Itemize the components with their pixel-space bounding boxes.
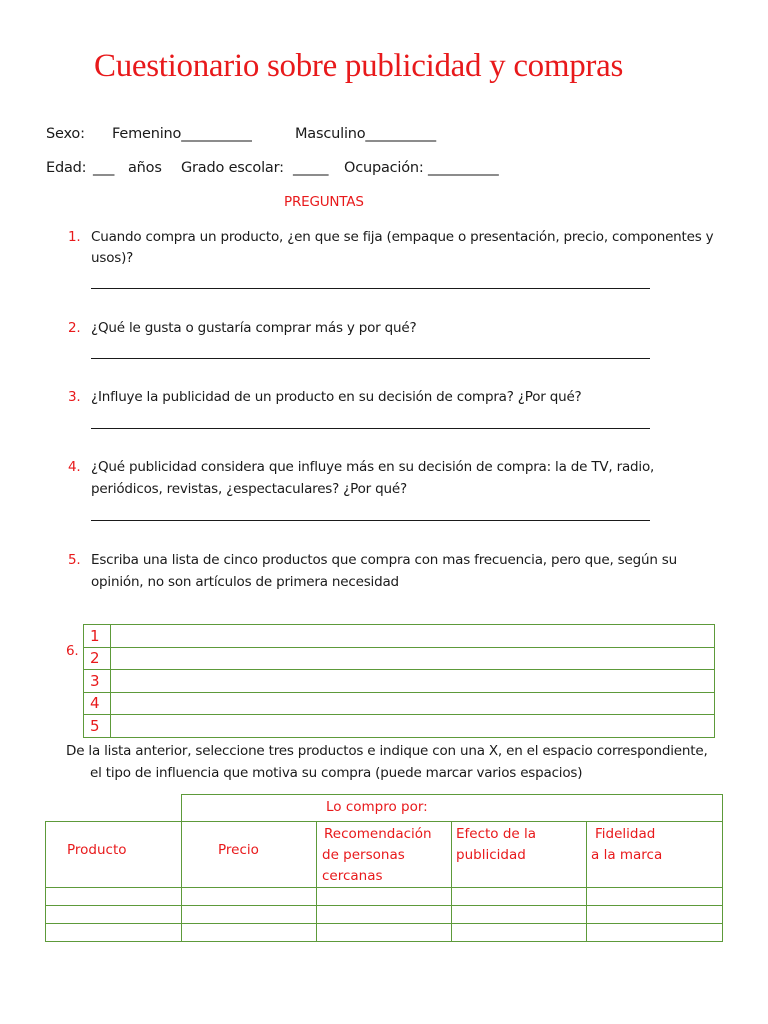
header-line: Fidelidad <box>595 826 656 842</box>
header-line: cercanas <box>322 868 383 884</box>
table-cell[interactable] <box>46 888 182 906</box>
table-header-row <box>46 822 723 888</box>
edad-label: Edad: <box>46 160 87 176</box>
masculino-field[interactable]: Masculino__________ <box>295 126 436 142</box>
column-header-producto: Producto <box>46 822 182 888</box>
table-row <box>46 888 723 906</box>
table-cell[interactable] <box>587 888 723 906</box>
table-cell[interactable] <box>452 906 587 924</box>
header-line: de personas <box>322 847 405 863</box>
femenino-field[interactable]: Femenino__________ <box>112 126 252 142</box>
empty-corner-cell <box>46 795 182 822</box>
table-cell[interactable] <box>587 906 723 924</box>
grado-label: Grado escolar: <box>181 160 284 176</box>
row-number: 4 <box>84 692 111 715</box>
table-row <box>84 715 715 738</box>
question-number: 5. <box>68 552 81 568</box>
instruction-text: el tipo de influencia que motiva su compra (puede marcar varios espacios) <box>90 765 583 781</box>
influence-table <box>45 794 723 942</box>
question-text: ¿Qué publicidad considera que influye más en su decisión de compra: la de TV, radio, <box>91 459 655 475</box>
ocupacion-label: Ocupación: <box>344 160 424 176</box>
table-cell[interactable] <box>452 924 587 942</box>
column-header-efecto <box>452 822 587 888</box>
column-header-fidelidad <box>587 822 723 888</box>
row-number: 1 <box>84 625 111 648</box>
column-header-precio: Precio <box>182 822 317 888</box>
table-row <box>84 647 715 670</box>
product-entry-cell[interactable] <box>111 647 715 670</box>
question-text: usos)? <box>91 250 134 266</box>
instruction-text: De la lista anterior, seleccione tres productos e indique con una X, en el espacio correspondiente, <box>66 743 708 759</box>
table-row <box>84 625 715 648</box>
table-cell[interactable] <box>182 924 317 942</box>
table-row <box>84 670 715 693</box>
header-line: Recomendación <box>324 826 432 842</box>
question-text: periódicos, revistas, ¿espectaculares? ¿Por qué? <box>91 481 407 497</box>
product-entry-cell[interactable] <box>111 670 715 693</box>
question-text: ¿Influye la publicidad de un producto en su decisión de compra? ¿Por qué? <box>91 389 582 405</box>
header-line: publicidad <box>456 847 526 863</box>
question-text: Cuando compra un producto, ¿en que se fija (empaque o presentación, precio, componentes y <box>91 229 714 245</box>
row-number: 3 <box>84 670 111 693</box>
question-text: opinión, no son artículos de primera necesidad <box>91 574 399 590</box>
table-cell[interactable] <box>182 906 317 924</box>
table-cell[interactable] <box>46 924 182 942</box>
question-number: 6. <box>66 643 79 659</box>
table-cell[interactable] <box>182 888 317 906</box>
answer-line[interactable] <box>91 358 650 359</box>
header-line: Efecto de la <box>456 826 537 842</box>
question-text: ¿Qué le gusta o gustaría comprar más y por qué? <box>91 320 417 336</box>
table-row <box>46 906 723 924</box>
row-number: 5 <box>84 715 111 738</box>
table-cell[interactable] <box>317 924 452 942</box>
answer-line[interactable] <box>91 520 650 521</box>
product-list-table <box>83 624 715 738</box>
table-cell[interactable] <box>46 906 182 924</box>
table-cell[interactable] <box>452 888 587 906</box>
product-entry-cell[interactable] <box>111 692 715 715</box>
question-number: 2. <box>68 320 81 336</box>
question-number: 3. <box>68 389 81 405</box>
sexo-label: Sexo: <box>46 126 85 142</box>
grado-field[interactable]: _____ <box>293 160 329 176</box>
row-number: 2 <box>84 647 111 670</box>
table-cell[interactable] <box>317 906 452 924</box>
column-header-recomendacion <box>317 822 452 888</box>
page-title: Cuestionario sobre publicidad y compras <box>94 48 624 84</box>
edad-field[interactable]: ___ <box>93 160 115 176</box>
table-row <box>46 795 723 822</box>
product-entry-cell[interactable] <box>111 715 715 738</box>
preguntas-heading: PREGUNTAS <box>284 194 364 210</box>
answer-line[interactable] <box>91 428 650 429</box>
answer-line[interactable] <box>91 288 650 289</box>
table-cell[interactable] <box>587 924 723 942</box>
question-number: 1. <box>68 229 81 245</box>
header-line: a la marca <box>591 847 663 863</box>
product-entry-cell[interactable] <box>111 625 715 648</box>
table-row <box>46 924 723 942</box>
question-text: Escriba una lista de cinco productos que compra con mas frecuencia, pero que, según su <box>91 552 677 568</box>
table-cell[interactable] <box>317 888 452 906</box>
table-row <box>84 692 715 715</box>
question-number: 4. <box>68 459 81 475</box>
ocupacion-field[interactable]: __________ <box>428 160 499 176</box>
anos-label: años <box>128 160 162 176</box>
group-header: Lo compro por: <box>182 795 723 822</box>
